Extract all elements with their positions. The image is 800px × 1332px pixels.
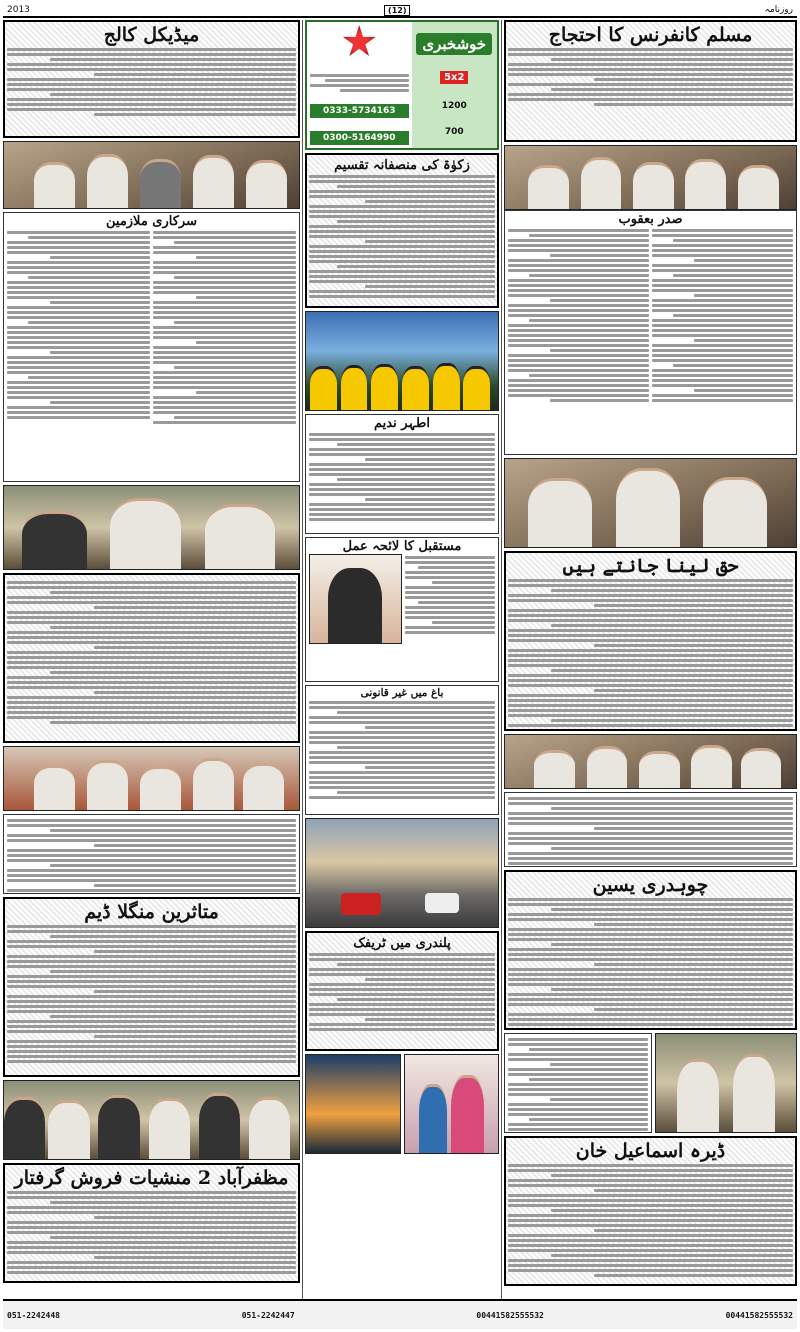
headline: ڈیرہ اسماعیل خان	[575, 1140, 726, 1162]
folio-date: 2013	[7, 5, 30, 15]
story-mid-2	[305, 414, 499, 534]
headline: حق لینا جانتے ہیں	[562, 555, 739, 577]
story-left-1	[3, 20, 300, 138]
story-right-4	[504, 792, 797, 867]
column-left	[3, 20, 300, 1286]
portrait-photo	[309, 554, 402, 644]
street-photo	[305, 818, 499, 928]
story-right-1	[504, 20, 797, 142]
star-logo-icon	[342, 25, 376, 59]
story-left-2	[3, 212, 300, 482]
page-number: (12)	[384, 5, 410, 16]
story-left-3	[3, 573, 300, 743]
story-right-3	[504, 551, 797, 731]
headline: سرکاری ملازمین	[106, 214, 197, 229]
photo-row	[504, 1033, 797, 1133]
column-middle	[305, 20, 499, 1154]
story-left-6	[3, 1163, 300, 1283]
headline: مسلم کانفرنس کا احتجاج	[548, 24, 753, 46]
ad-price-color: 1200	[441, 100, 467, 111]
column-rule	[501, 20, 502, 1300]
story-mid-4	[305, 685, 499, 815]
ad-size: 5x2	[440, 71, 468, 84]
footer-phone-a: 051-2242448	[7, 1310, 60, 1320]
headline: چوہدری یسین	[592, 874, 709, 896]
team-photo	[305, 311, 499, 411]
story-right-6	[504, 1136, 797, 1286]
story-left-4	[3, 814, 300, 894]
headline: مستقبل کا لائحہ عمل	[342, 539, 462, 554]
headline: متاثرین منگلا ڈیم	[84, 901, 219, 923]
story-mid-5	[305, 931, 499, 1051]
news-photo	[504, 734, 797, 789]
page-footer	[3, 1299, 797, 1329]
photo-row	[305, 1054, 499, 1154]
story-right-5	[504, 870, 797, 1030]
headline: میڈیکل کالج	[103, 24, 200, 46]
footer-phone-b: 051-2242447	[241, 1310, 295, 1320]
headline: صدر بعقوب	[618, 212, 683, 227]
ad-phone-2: 0300-5164990	[310, 131, 409, 145]
story-mid-1	[305, 153, 499, 308]
headline: باغ میں غیر قانونی	[360, 687, 444, 699]
story-text	[508, 48, 793, 106]
column-right	[504, 20, 797, 1289]
news-photo	[504, 458, 797, 548]
column-rule	[302, 20, 303, 1300]
story-right-2	[504, 210, 797, 455]
ad-phone-1: 0333-5734163	[310, 104, 409, 118]
footer-phone-c: 00441582555532	[476, 1310, 544, 1320]
page-folio	[3, 4, 797, 18]
story-left-5	[3, 897, 300, 1077]
footer-phone-d: 00441582555532	[725, 1310, 793, 1320]
folio-masthead: روزنامہ	[764, 5, 793, 15]
headline: زکوٰۃ کی منصفانہ تقسیم	[334, 158, 470, 173]
news-photo	[504, 145, 797, 210]
news-photo	[3, 485, 300, 570]
story-mid-3	[305, 537, 499, 682]
ad-price-bw: 700	[444, 126, 464, 137]
advertisement	[305, 20, 499, 150]
headline: اطہر ندیم	[374, 416, 430, 431]
headline: پلندری میں ٹریفک	[353, 936, 451, 951]
headline: مظفرآباد 2 منشیات فروش گرفتار	[14, 1167, 289, 1189]
group-photo	[3, 1080, 300, 1160]
news-photo	[3, 746, 300, 811]
news-photo	[3, 141, 300, 209]
ad-title: خوشخبری	[416, 33, 492, 55]
